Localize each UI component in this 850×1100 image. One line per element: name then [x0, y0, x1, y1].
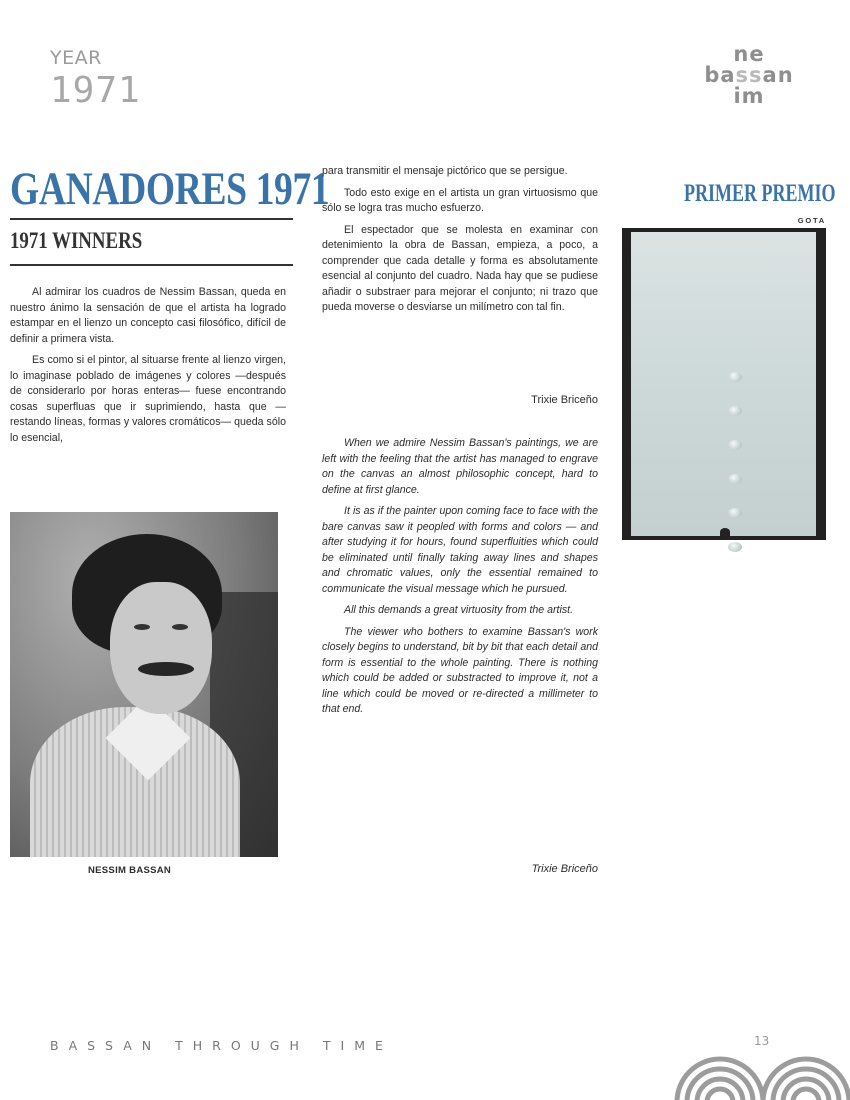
logo-line-3: im	[733, 84, 765, 108]
spanish-paragraph-2: Es como si el pintor, al situarse frente al lienzo virgen, lo imaginase poblado de imágenes y colores —después de considerarlo por horas enteras— fuese encontrando cosas superfluas que ir suprimiendo, hasta que —restando líneas, formas y valores cromáticos— queda sólo lo esencial,	[10, 354, 286, 444]
painting-bump	[728, 440, 742, 450]
painting-bump	[728, 406, 742, 416]
spanish-cont-paragraph-1: para transmitir el mensaje pictórico que se persigue.	[322, 165, 568, 177]
page-number: 13	[754, 1034, 770, 1048]
spanish-cont-paragraph-2: Todo esto exige en el artista un gran virtuosismo que sólo se logra tras mucho esfuerzo.	[322, 186, 598, 214]
logo-line-1: ne	[733, 42, 765, 66]
bassan-logo	[694, 44, 804, 107]
headline-rule	[10, 218, 293, 220]
year-value: 1971	[50, 70, 141, 111]
logo-line-2-c: an	[762, 63, 794, 87]
subhead-rule	[10, 264, 293, 266]
article-clipping	[8, 160, 598, 880]
prize-title: PRIMER PREMIO	[684, 180, 836, 207]
english-paragraph-4: The viewer who bothers to examine Bassan's work closely begins to understand, bit by bit that each detail and form is essential to the whole painting. There is nothing which could be added or substracted to improve it, not a line which could be moved or re-directed a millimeter to that end.	[322, 625, 598, 715]
painting-bump	[728, 542, 742, 552]
spanish-column	[10, 285, 286, 452]
painting-canvas	[631, 232, 816, 536]
artist-photo	[10, 512, 278, 857]
painting-bump	[728, 508, 742, 518]
english-paragraph-1: When we admire Nessim Bassan's paintings, we are left with the feeling that the artist has managed to engrave on the canvas an almost philosophic concept, hard to define at first glance.	[322, 437, 598, 496]
prize-work-title: GOTA	[797, 216, 826, 225]
signature-english: Trixie Briceño	[531, 863, 598, 875]
english-column	[322, 436, 598, 724]
painting-bump	[728, 474, 742, 484]
spanish-cont-paragraph-3: El espectador que se molesta en examinar con detenimiento la obra de Bassan, empieza, a poco, a comprender que cada detalle y forma es absolutamente esencial al conjunto del cuadro. Nada hay que se pudiese añadir o substraer para mejorar el conjunto; ni trazo que pueda moverse o desviarse un milímetro con tal fin.	[322, 223, 598, 313]
concentric-arcs-icon	[672, 1052, 850, 1100]
article-headline: GANADORES 1971	[10, 163, 330, 215]
signature-spanish: Trixie Briceño	[531, 394, 598, 406]
footer-text: BASSAN THROUGH TIME	[50, 1038, 393, 1053]
logo-line-2-b: ss	[735, 63, 763, 87]
spanish-column-continued	[322, 164, 598, 322]
painting-notch	[720, 528, 730, 536]
spanish-paragraph-1: Al admirar los cuadros de Nessim Bassan, queda en nuestro ánimo la sensación de que el artista ha logrado estampar en el lienzo un concepto casi filosófico, difícil de definir a primera vista.	[10, 286, 286, 345]
logo-line-2-a: ba	[704, 63, 736, 87]
english-paragraph-2: It is as if the painter upon coming face to face with the bare canvas saw it peopled with forms and colors — and after studying it for hours, found superfluities which could be eliminated until finally taking away lines and shapes and chromatic values, only the essential remained to communicate the visual message which he pursued.	[322, 505, 598, 595]
article-subhead: 1971 WINNERS	[10, 228, 143, 253]
logo-line-2	[694, 65, 804, 86]
year-label: YEAR	[50, 47, 102, 69]
gota-painting	[622, 228, 826, 540]
painting-bump	[728, 372, 742, 382]
english-paragraph-3: All this demands a great virtuosity from the artist.	[344, 604, 574, 616]
photo-caption: NESSIM BASSAN	[88, 865, 172, 876]
